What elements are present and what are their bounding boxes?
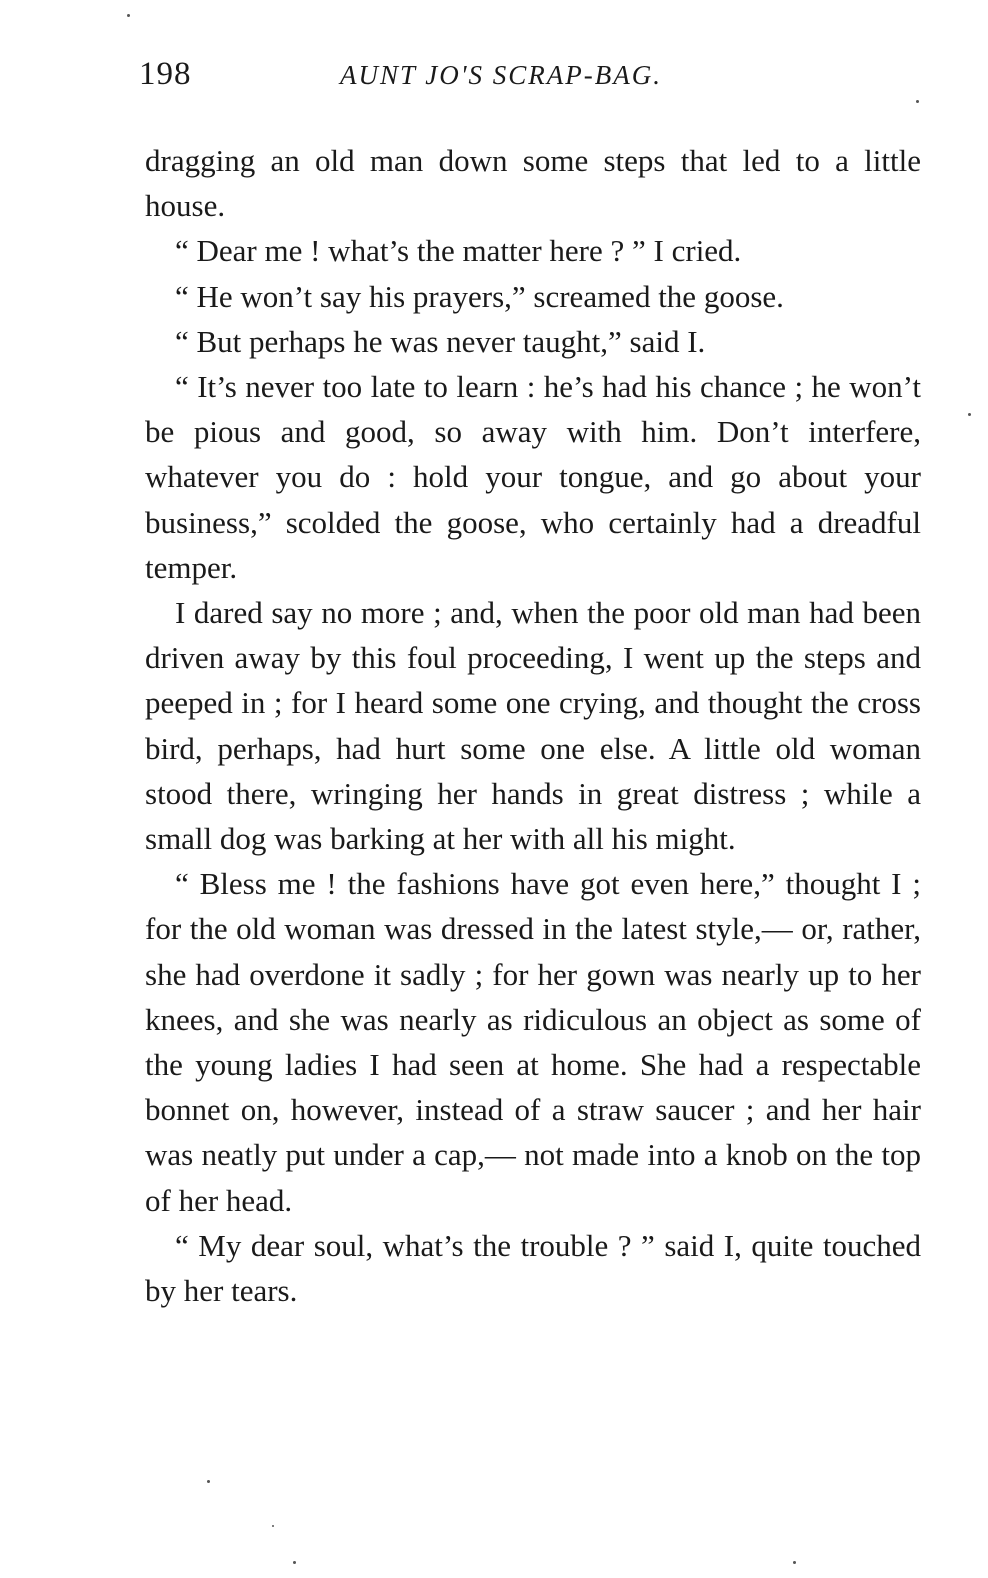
page-number: 198 <box>139 56 192 92</box>
scan-speck <box>968 413 971 416</box>
paragraph: “ It’s never too late to learn : he’s had his chance ; he won’t be pious and good, so away with him. Don’t interfere, whatever you do : hold your tongue, and go about your business,” scolded the goose, who certainly had a dreadful temper. <box>145 369 921 585</box>
body-text <box>145 138 921 1313</box>
paragraph: “ He won’t say his prayers,” screamed the goose. <box>175 278 784 314</box>
paragraph: “ But perhaps he was never taught,” said I. <box>175 323 706 359</box>
paragraph: “ Dear me ! what’s the matter here ? ” I cried. <box>175 233 742 269</box>
paragraph: “ Bless me ! the fashions have got even here,” thought I ; for the old woman was dressed in the latest style,— or, rather, she had overdone it sadly ; for her gown was nearly up to her knees, and she was nearly as ridiculous an object as some of the young ladies I had seen at home. She had a respectable bonnet on, however, instead of a straw saucer ; and her hair was neatly put under a cap,— not made into a knob on the top of her head. <box>145 866 921 1218</box>
running-title: AUNT JO'S SCRAP-BAG. <box>340 60 662 90</box>
paragraph: “ My dear soul, what’s the trouble ? ” said I, quite touched by her tears. <box>145 1227 921 1309</box>
scan-speck <box>127 14 130 17</box>
page-header <box>139 56 759 100</box>
scan-speck <box>793 1561 796 1564</box>
scan-speck <box>272 1525 274 1527</box>
paragraph: dragging an old man down some steps that led to a little house. <box>145 143 921 224</box>
paragraph: I dared say no more ; and, when the poor old man had been driven away by this foul proceeding, I went up the steps and peeped in ; for I heard some one crying, and thought the cross bird, perhaps, had hurt some one else. A little old woman stood there, wringing her hands in great distress ; while a small dog was barking at her with all his might. <box>145 595 921 857</box>
scan-speck <box>293 1561 296 1564</box>
scan-speck <box>207 1480 210 1483</box>
scan-speck <box>916 100 919 103</box>
